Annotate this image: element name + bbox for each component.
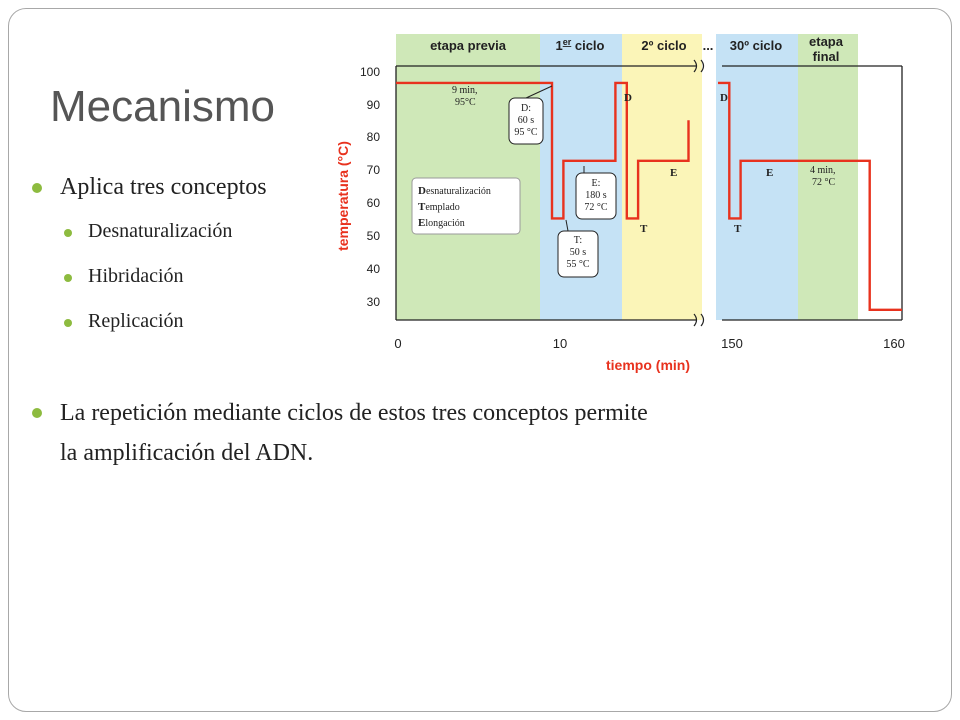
step-label-D: D (720, 92, 728, 104)
callout-annealing-2: 50 s (569, 247, 587, 258)
bullet-main-1: Aplica tres conceptos (60, 174, 267, 200)
x-tick-label: 150 (721, 336, 743, 351)
y-tick-label: 100 (359, 65, 380, 79)
legend-initial: T (418, 201, 426, 213)
y-tick-label: 50 (366, 229, 380, 243)
y-tick-label: 80 (366, 130, 380, 144)
legend-initial: D (418, 185, 426, 197)
callout-extension-2: 180 s (585, 190, 607, 201)
bullet-dot (32, 183, 42, 193)
callout-annealing-3: 55 °C (566, 259, 590, 270)
phase-label-1er-rest: ciclo (571, 38, 605, 53)
callout-extension-1: E: (591, 178, 601, 189)
bullet-main-2-line2: la amplificación del ADN. (60, 440, 314, 466)
phase-band (622, 34, 702, 320)
annotation-initial-2: 95°C (455, 97, 476, 108)
callout-annealing-1: T: (573, 235, 583, 246)
phase-label-etapa-final-1: etapa (809, 34, 843, 49)
y-axis-label: temperatura (°C) (335, 141, 351, 251)
legend-rest: emplado (425, 202, 460, 213)
legend-item (418, 201, 460, 213)
step-label-T: T (640, 223, 648, 235)
x-axis-label: tiempo (min) (606, 357, 690, 373)
bullet-main-2-line1: La repetición mediante ciclos de estos tres conceptos permite (60, 400, 648, 426)
sub-bullet-dot (64, 274, 72, 282)
pcr-chart (322, 28, 936, 380)
y-tick-label: 60 (366, 196, 380, 210)
sub-bullet-1: Desnaturalización (88, 220, 233, 242)
y-ticks (360, 65, 380, 309)
annotation-initial-1: 9 min, (452, 85, 478, 96)
phase-label-30o-ciclo: 30º ciclo (729, 38, 783, 53)
x-tick-label: 160 (883, 336, 905, 351)
slide-title: Mecanismo (50, 82, 275, 131)
phase-label-2o-ciclo: 2º ciclo (641, 38, 687, 53)
annotation-final-1: 4 min, (810, 165, 836, 176)
y-tick-label: 90 (366, 98, 380, 112)
phase-band (396, 34, 540, 320)
sub-bullet-3: Replicación (88, 310, 184, 332)
phase-label-1er-sup: er (562, 37, 572, 47)
annotation-final-2: 72 °C (812, 177, 836, 188)
legend-item (418, 217, 465, 229)
sub-bullet-2: Hibridación (88, 265, 184, 287)
x-tick-label: 0 (394, 336, 402, 351)
bullet-dot (32, 408, 42, 418)
step-label-D: D (624, 92, 632, 104)
callout-denaturation-3: 95 °C (514, 127, 538, 138)
step-label-T: T (734, 223, 742, 235)
legend-item (418, 185, 491, 197)
callout-denaturation-1: D: (521, 103, 531, 114)
y-tick-label: 30 (366, 295, 380, 309)
phase-label-etapa-final-2: final (812, 49, 840, 64)
phase-label-etapa-previa: etapa previa (430, 38, 506, 53)
x-tick-label: 10 (552, 336, 568, 351)
legend-rest: esnaturalización (425, 186, 491, 197)
sub-bullet-dot (64, 229, 72, 237)
pcr-chart-svg (322, 28, 936, 380)
y-tick-label: 70 (366, 163, 380, 177)
phase-label-1er-main: 1 (555, 38, 563, 53)
callout-denaturation-2: 60 s (517, 115, 535, 126)
step-label-E: E (670, 167, 678, 179)
y-tick-label: 40 (366, 262, 380, 276)
sub-bullet-dot (64, 319, 72, 327)
phase-label-ellipsis: ... (702, 38, 714, 53)
legend-rest: longación (425, 218, 465, 229)
phase-band (702, 34, 716, 320)
legend-initial: E (418, 217, 426, 229)
step-label-E: E (766, 167, 774, 179)
callout-extension-3: 72 °C (584, 202, 608, 213)
